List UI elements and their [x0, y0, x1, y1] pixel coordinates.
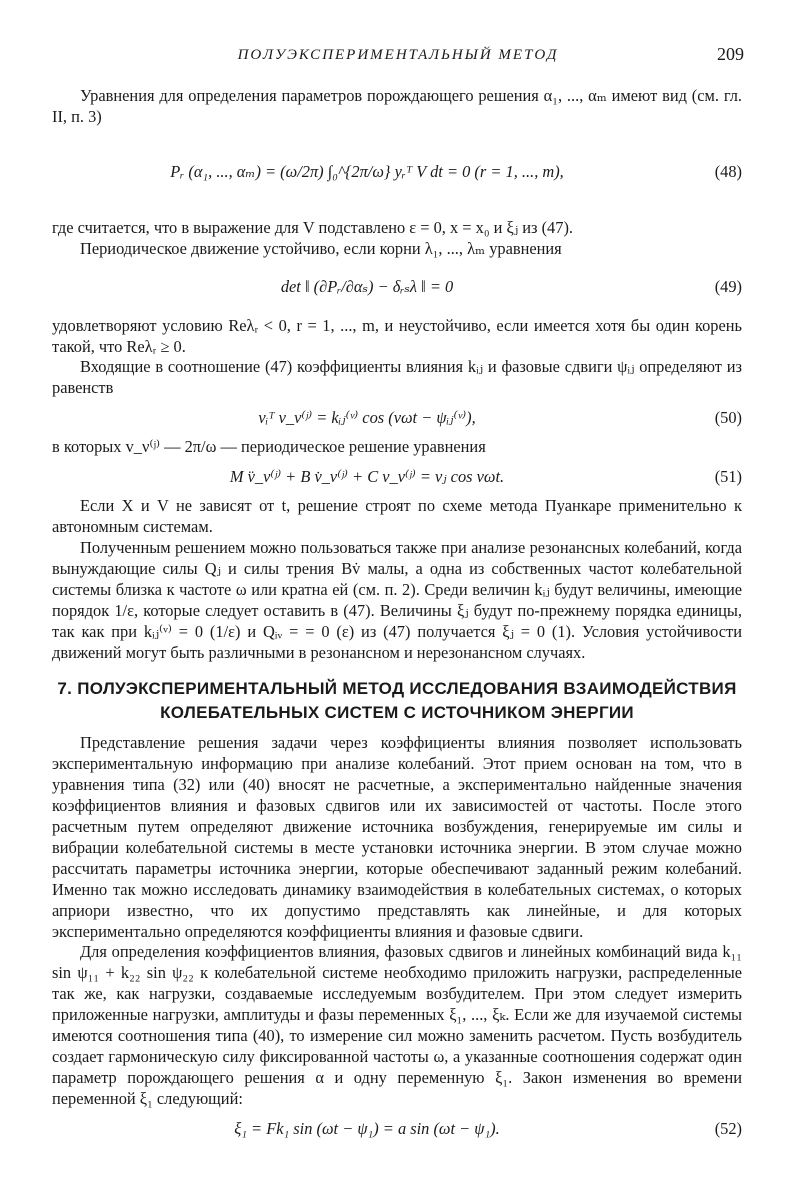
equation-49-formula: det ‖ (∂Pᵣ/∂αₛ) − δᵣₛλ ‖ = 0 — [280, 276, 454, 296]
paragraph-10: Для определения коэффициентов влияния, фазовых сдвигов и линейных комбинаций вида k₁₁ sin ψ₁₁ + k₂₂ sin ψ₂₂ к колебательной системе необходимо приложить нагрузки, распределенные так же, как нагрузки, создаваемые исследуемым возбудителем. При этом следует измерить приложенные нагрузки, амплитуды и фазы переменных ξ₁, ..., ξₖ. Если же для изучаемой системы имеются соотношения типа (40), то измерение сил можно заменить расчетом. Пусть возбудитель создает гармоническую силу фиксированной частоты ω, а указанные соотношения содержат один параметр порождающего решения α и одну переменную ξ₁. Закон изменения во времени переменной ξ₁ следующий: — [52, 942, 742, 1108]
page-number: 209 — [717, 44, 744, 64]
paragraph-3: Периодическое движение устойчиво, если корни λ₁, ..., λₘ уравнения — [80, 238, 562, 258]
paragraph-1: Уравнения для определения параметров порождающего решения α₁, ..., αₘ имеют вид (см. гл. II, п. 3) — [52, 86, 742, 126]
equation-49-number: (49) — [714, 276, 742, 296]
paragraph-8: Полученным решением можно пользоваться также при анализе резонансных колебаний, когда вынуждающие силы Qⱼ и силы трения Bv̇ малы, а одна из собственных частот колебательной системы близка к частоте ω или кратна ей (см. п. 2). Среди величин kᵢⱼ будут величины, имеющие порядок 1/ε, которые следует оставить в (47). Величины ξⱼ будут по-прежнему порядка единицы, так как при kᵢⱼ⁽ᵛ⁾ = 0 (1/ε) и Qᵢᵥ = = 0 (ε) из (47) получается ξⱼ = 0 (1). Условия устойчивости движений могут быть различными в резонансном и нерезонансном случаях. — [52, 537, 742, 662]
running-title: ПОЛУЭКСПЕРИМЕНТАЛЬНЫЙ МЕТОД — [237, 47, 559, 63]
equation-49 — [52, 260, 742, 316]
running-header — [0, 44, 796, 68]
section-title: 7. ПОЛУЭКСПЕРИМЕНТАЛЬНЫЙ МЕТОД ИССЛЕДОВАНИЯ ВЗАИМОДЕЙСТВИЯ КОЛЕБАТЕЛЬНЫХ СИСТЕМ С ИСТОЧНИКОМ ЭНЕРГИИ — [57, 679, 737, 723]
equation-51 — [52, 458, 742, 496]
equation-50-formula: vᵢᵀ v_ν⁽ʲ⁾ = kᵢⱼ⁽ᵛ⁾ cos (νωt − ψᵢⱼ⁽ᵛ⁾), — [258, 408, 476, 428]
equation-48 — [52, 128, 742, 218]
paragraph-5: Входящие в соотношение (47) коэффициенты влияния kᵢⱼ и фазовые сдвиги ψᵢⱼ определяют из равенств — [52, 357, 742, 398]
equation-52 — [52, 1110, 742, 1148]
equation-52-formula: ξ₁ = Fk₁ sin (ωt − ψ₁) = a sin (ωt − ψ₁). — [234, 1118, 500, 1138]
equation-50-number: (50) — [714, 408, 742, 428]
paragraph-2: где считается, что в выражение для V подставлено ε = 0, x = x₀ и ξⱼ из (47). — [52, 217, 573, 237]
equation-52-number: (52) — [714, 1118, 742, 1138]
equation-48-number: (48) — [714, 161, 742, 181]
paragraph-9: Представление решения задачи через коэффициенты влияния позволяет использовать экспериментальную информацию при анализе колебаний. Этот прием основан на том, что в уравнения типа (32) или (40) вносят не расчетные, а экспериментально найденные значения коэффициентов влияния и фазовых сдвигов или их зависимостей от частоты. После этого расчетным путем определяют движение источника возбуждения, генерируемые им силы и вибрации колебательной системы в месте установки источника энергии. В этом случае можно рассчитать параметры источника энергии, которые обеспечивают заданный режим колебаний. Именно так можно исследовать динамику взаимодействия в колебательных системах, о которых априори известно, что их допустимо представлять как линейные, и для которых экспериментально определяются коэффициенты влияния и фазовые сдвиги. — [52, 733, 742, 941]
page-body — [52, 86, 742, 1148]
equation-51-formula: M v̈_ν⁽ʲ⁾ + B v̇_ν⁽ʲ⁾ + C v_ν⁽ʲ⁾ = vⱼ cos νωt. — [229, 467, 505, 487]
paragraph-4: удовлетворяют условию Reλᵣ < 0, r = 1, ..., m, и неустойчиво, если имеется хотя бы один корень такой, что Reλᵣ ≥ 0. — [52, 315, 742, 356]
equation-48-formula: Pᵣ (α₁, ..., αₘ) = (ω/2π) ∫₀^{2π/ω} yᵣᵀ V dt = 0 (r = 1, ..., m), — [170, 161, 564, 181]
paragraph-7: Если X и V не зависят от t, решение строят по схеме метода Пуанкаре применительно к автономным системам. — [52, 496, 742, 537]
equation-51-number: (51) — [714, 467, 742, 487]
equation-50 — [52, 399, 742, 437]
paragraph-6: в которых v_ν⁽ʲ⁾ — 2π/ω — периодическое решение уравнения — [52, 437, 486, 457]
